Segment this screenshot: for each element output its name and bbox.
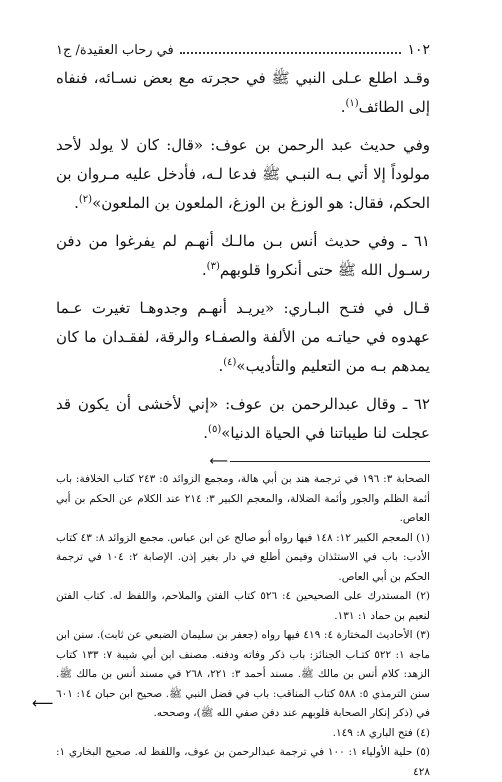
footnote-continued: الصحابة ٣: ١٩٦ في ترجمة هند بن أبي هالة، ومجمع الزوائد ٥: ٢٤٣ كتاب الخلافة: باب أئمة الظلم والجور وأئمة الضلالة، والمعجم الكبير ٣: ٢١٤ عند الكلام عن الحكم بن أبي العاص. bbox=[56, 473, 430, 524]
page-number: ١٠٢ bbox=[407, 42, 430, 58]
footnotes bbox=[56, 470, 430, 782]
paragraph-2 bbox=[56, 131, 430, 218]
footnote-1: (١) المعجم الكبير ١٢: ١٤٨ فيها رواه أبو صالح عن ابن عباس. مجمع الزوائد ٨: ٤٣ كتاب الأدب: باب في الاستئذان وفيمن أطلع في دار بغير إذن. الإصابة ٢: ١٠٤ في ترجمة الحكم بن أبي العاص. bbox=[56, 531, 430, 583]
paragraph-3-text: ٦١ ـ وفي حديث أنس بـن مالـك أنهـم لم يفرغوا من دفن رسـول الله ﷺ حتى أنكروا قلوبهم bbox=[56, 232, 430, 279]
paragraph-2-end: . bbox=[74, 194, 79, 212]
footnote-ref-5: (٥) bbox=[208, 424, 222, 435]
footnote-ref-4: (٤) bbox=[223, 357, 237, 368]
footnote-ref-3: (٣) bbox=[206, 261, 220, 272]
paragraph-1 bbox=[56, 64, 430, 122]
footnote-separator bbox=[56, 456, 430, 468]
footnote-2: (٢) المستدرك على الصحيحين ٤: ٥٢٦ كتاب الفتن والملاحم، واللفظ له. كتاب الفتن لنعيم بن حماد ١: ١٣١. bbox=[56, 590, 430, 622]
main-text bbox=[56, 64, 430, 457]
paragraph-4 bbox=[56, 294, 430, 381]
paragraph-5-text: ٦٢ ـ وقال عبدالرحمن بن عوف: «إني لأخشى أن يكون قد عجلت لنا طيباتنا في الحياة الدنيا» bbox=[56, 395, 430, 442]
paragraph-1-text: وقـد اطلع عـلى النبي ﷺ في حجرته مع بعض نسـائه، فنفاه إلى الطائف bbox=[56, 69, 430, 116]
running-title: في رحاب العقيدة/ ج١ bbox=[56, 43, 174, 58]
page-header bbox=[56, 36, 430, 58]
footnote-ref-1: (١) bbox=[345, 98, 359, 109]
footnote-arrow-icon: ⟵ bbox=[209, 454, 228, 469]
paragraph-3-end: . bbox=[201, 261, 207, 279]
footnote-ref-2: (٢) bbox=[78, 194, 93, 205]
continuation-arrow-icon: ⟵ bbox=[32, 694, 54, 712]
paragraph-4-text: قـال في فتـح البـاري: «يريـد أنهـم وجدوهـا تغيرت عـما عهدوه في حياتـه من الألفة والصفـاء والرقة، لفقـدان ما كان يمدهم بـه من التعليم والتأديب» bbox=[56, 299, 430, 375]
paragraph-2-text: وفي حديث عبد الرحمن بن عوف: «قال: كان لا يولد لأحد مولوداً إلا أتي بـه النبـي ﷺ فدعا لـه، فأدخل عليه مـروان بن الحكم، فقال: هو الوزغ بن الوزغ، الملعون بن الملعون» bbox=[56, 136, 430, 212]
paragraph-5 bbox=[56, 390, 430, 448]
paragraph-3 bbox=[56, 227, 430, 285]
footnote-5: (٥) حلية الأولياء ١: ١٠٠ في ترجمة عبدالرحمن بن عوف، واللفظ له. صحيح البخاري ١: ٤٢٨ bbox=[56, 746, 430, 778]
paragraph-5-end: . bbox=[203, 424, 209, 442]
footnote-3: (٣) الأحاديث المختارة ٤: ٤١٩ فيها رواه (جعفر بن سليمان الضبعي عن ثابت). سنن ابن ماجة ١: ٥٢٢ كتـاب الجنائز: باب ذكر وفاته ودفنه. مصنف ابن أبي شيبة ٧: ١٣٣ كتاب الزهد: كلام أنس بن مالك ﷺ. مسند أحمد ٣: ٢٢١، ٢٦٨ في مسند أنس بن مالك ﷺ. سنن الترمذي ٥: ٥٨٨ كتاب المناقب: باب في فضل النبي ﷺ. صحيح ابن حبان ١٤: ٦٠١ في (ذكر إنكار الصحابة قلوبهم عند دفن صفي الله ﷺ)، وصححه. bbox=[56, 629, 431, 719]
paragraph-4-end: . bbox=[218, 357, 224, 375]
paragraph-1-end: . bbox=[340, 98, 346, 116]
footnote-rule bbox=[230, 461, 430, 462]
header-dotted-leader bbox=[180, 52, 402, 54]
footnote-4: (٤) فتح الباري ٨: ١٤٩. bbox=[332, 726, 430, 739]
